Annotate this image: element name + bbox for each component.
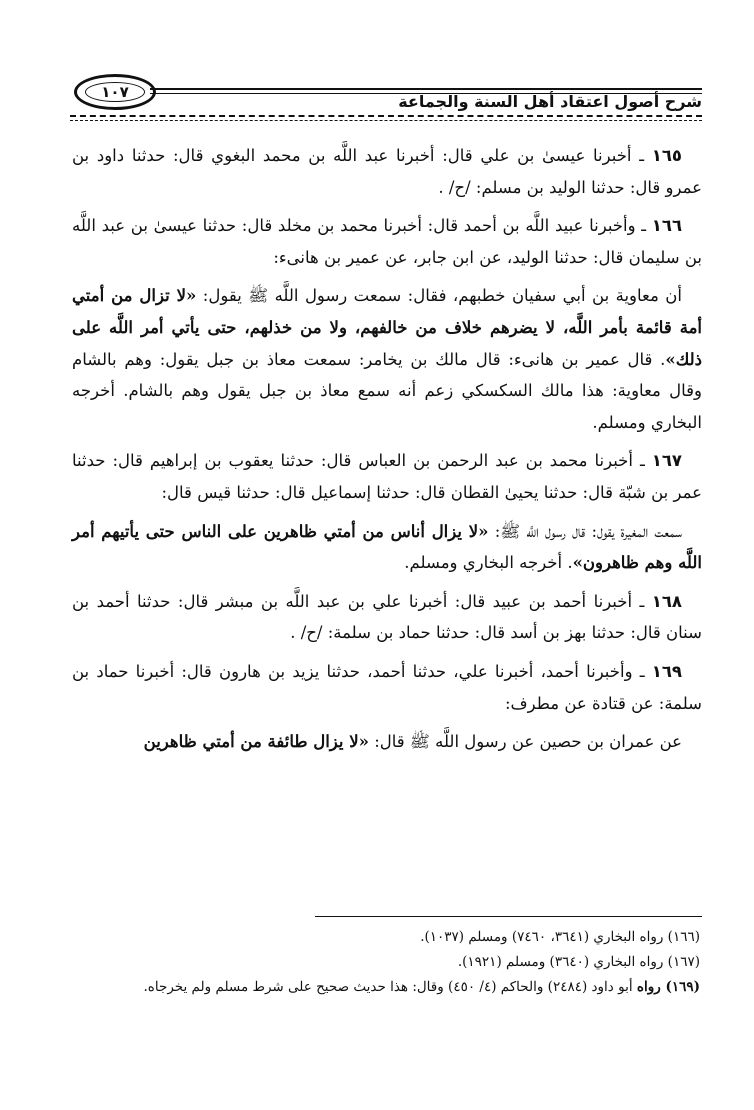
footnote-label: (١٦٩) رواه — [636, 979, 700, 995]
hadith-number: ١٦٩ — [651, 661, 682, 681]
header-dashed-rule — [70, 115, 702, 117]
footnote-167: (١٦٧) رواه البخاري (٣٦٤٠) ومسلم (١٩٢١). — [457, 954, 700, 970]
hadith-text: ـ أخبرنا عيسىٰ بن علي قال: أخبرنا عبد اللَّه بن محمد البغوي قال: حدثنا داود بن عمرو قال: حدثنا الوليد بن مسلم: /ح/ . — [72, 146, 702, 197]
hadith-166 — [72, 210, 702, 273]
hadith-number: ١٦٧ — [651, 451, 682, 471]
hadith-166-matn — [72, 280, 702, 438]
footnotes — [72, 925, 700, 1000]
footnote-169 — [72, 975, 700, 1000]
hadith-167 — [72, 445, 702, 508]
hadith-text: عن عمران بن حصين عن رسول اللَّه ﷺ قال: — [374, 732, 682, 752]
hadith-167-matn — [72, 516, 702, 579]
prophetic-quote: «لا تزال من أمتي أمة قائمة بأمر اللَّه، لا يضرهم خلاف من خالفهم، ولا من خذلهم، حتى يأتي أمر اللَّه على ذلك» — [72, 286, 702, 369]
hadith-text: . قال عمير بن هانىء: قال مالك بن يخامر: سمعت معاذ بن جبل يقول: وهم بالشام وقال معاوية: هذا مالك السكسكي زعم أنه سمع معاذ بن جبل يقول وهم بالشام. أخرجه البخاري ومسلم. — [72, 349, 702, 432]
prophetic-quote: «لا يزال أناس من أمتي ظاهرين على الناس حتى يأتيهم أمر اللَّه وهم ظاهرون» — [72, 521, 702, 573]
hadith-text: ـ وأخبرنا عبيد اللَّه بن أحمد قال: أخبرنا محمد بن مخلد قال: حدثنا عيسىٰ بن عبد اللَّه بن سليمان قال: حدثنا الوليد، عن ابن جابر، عن عمير بن هانىء: — [72, 216, 702, 267]
hadith-text: . أخرجه البخاري ومسلم. — [404, 553, 573, 573]
footnote-166: (١٦٦) رواه البخاري (٣٦٤١، ٧٤٦٠) ومسلم (١٠٣٧). — [420, 929, 700, 945]
book-title: شرح أصول اعتقاد أهل السنة والجماعة — [398, 92, 702, 111]
hadith-text: سمعت المغيرة يقول: قال رسول اللَّه ﷺ: — [494, 521, 683, 541]
hadith-number: ١٦٥ — [651, 146, 682, 165]
hadith-text: ـ أخبرنا محمد بن عبد الرحمن بن العباس قال: حدثنا يعقوب بن إبراهيم قال: حدثنا عمر بن شبّة قال: حدثنا يحيىٰ القطان قال: حدثنا إسماعيل قال: حدثنا قيس قال: — [72, 451, 702, 502]
hadith-165 — [72, 140, 702, 203]
footnote-text: أبو داود (٢٤٨٤) والحاكم (٤/ ٤٥٠) وقال: هذا حديث صحيح على شرط مسلم ولم يخرجاه. — [143, 979, 633, 995]
main-text — [72, 140, 702, 758]
hadith-169-matn — [72, 726, 702, 758]
page-number-ornament — [74, 74, 156, 110]
footnote-separator — [315, 916, 702, 917]
header-dashed-rule-lower — [70, 120, 702, 121]
hadith-text: أن معاوية بن أبي سفيان خطبهم، فقال: سمعت رسول اللَّه ﷺ يقول: — [202, 286, 682, 306]
hadith-169 — [72, 656, 702, 719]
hadith-number: ١٦٦ — [651, 216, 683, 236]
hadith-text: ـ وأخبرنا أحمد، أخبرنا علي، حدثنا أحمد، حدثنا يزيد بن هارون قال: أخبرنا حماد بن سلمة: عن قتادة عن مطرف: — [72, 661, 702, 713]
hadith-text: ـ أخبرنا أحمد بن عبيد قال: أخبرنا علي بن عبد اللَّه بن مبشر قال: حدثنا أحمد بن سنان قال: حدثنا بهز بن أسد قال: حدثنا حماد بن سلمة: /ح/ . — [72, 591, 702, 643]
page-header — [70, 70, 702, 130]
prophetic-quote: «لا يزال طائفة من أمتي ظاهرين — [143, 732, 369, 752]
hadith-168 — [72, 586, 702, 649]
page-number: ١٠٧ — [85, 82, 145, 102]
hadith-number: ١٦٨ — [651, 591, 682, 611]
header-rule-thick — [150, 88, 702, 90]
